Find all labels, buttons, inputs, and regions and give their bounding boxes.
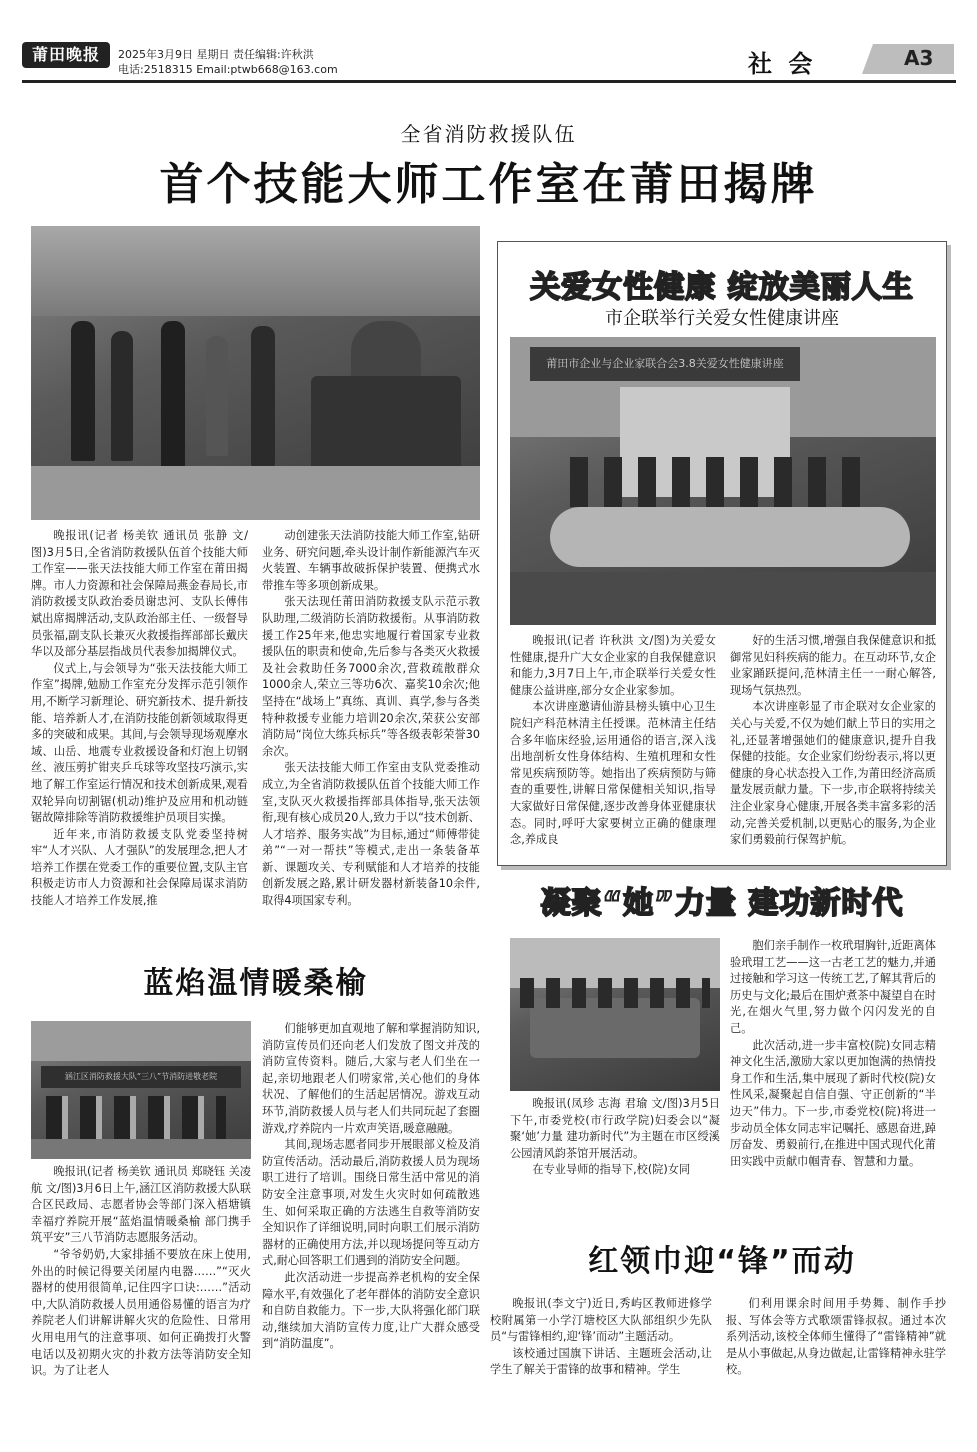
- photo-shape: [251, 326, 275, 466]
- paragraph: 在专业导师的指导下,校(院)女同: [532, 1163, 691, 1177]
- photo-shape: [510, 572, 936, 625]
- paragraph: 该校通过国旗下讲话、主题班会活动,让学生了解关于雷锋的故事和精神。学生: [490, 1346, 712, 1377]
- photo-shape: [161, 321, 185, 471]
- her-power-col-1: [510, 1096, 720, 1179]
- photo-shape: [31, 466, 480, 520]
- event-banner: 涵江区消防救援大队“三八”节消防进敬老院: [41, 1066, 241, 1088]
- paragraph: 仪式上,与会领导为“张天法技能大师工作室”揭牌,勉励工作室充分发挥示范引领作用,不断学习新理论、研究新技术、提升新技能、培养新人才,在消防技能创新领域取得更多的突破和成果。其间,与会领导现场观摩水域、山岳、地震专业救援设备和灯泡上切钢丝、液压剪扩钳夹乒乓球等攻坚技巧演示,实地了解工作室运行情况和技术创新成果,观看双轮异向切割锯(机动)维护及应用和机动链锯故障排除等消防救援维护员项目实操。: [31, 661, 248, 825]
- masthead-contact-line: 电话:2518315 Email:ptwb668@163.com: [118, 63, 338, 76]
- event-banner: 莆田市企业与企业家联合会3.8关爱女性健康讲座: [530, 347, 800, 381]
- photo-shape: [111, 331, 133, 461]
- red-scarf-col-2: [726, 1296, 946, 1379]
- paragraph: 们利用课余时间用手势舞、制作手抄报、写体会等方式歌颂雷锋叔叔。通过本次系列活动,该校全体师生懂得了“雷锋精神”就是从小事做起,从身边做起,让雷锋精神永驻学校。: [726, 1297, 946, 1377]
- page-number: A3: [904, 46, 934, 70]
- photo-shape: [550, 507, 910, 567]
- her-power-col-2: [730, 938, 936, 1170]
- section-name: 社 会: [748, 49, 817, 78]
- paragraph: 本次讲座邀请仙游县榜头镇中心卫生院妇产科范林清主任授课。范林清主任结合多年临床经验,运用通俗的语言,深入浅出地剖析女性身体结构、生殖机理和女性常见疾病预防等。她指出了疾病预防与筛查的重要性,讲解日常保健相关知识,指导大家做好日常保健,逐步改善身体亚健康状态。同时,呼吁大家要树立正确的健康理念,养成良: [510, 700, 716, 847]
- paragraph: 晚报讯(记者 杨美钦 通讯员 张静 文/图)3月5日,全省消防救援队伍首个技能大师工作室——张天法技能大师工作室在莆田揭牌。市人力资源和社会保障局燕金春局长,市消防救援支队政治委员谢忠河、支队长傅伟斌出席揭牌活动,支队政治部主任、一级督导员张福,副支队长兼灭火救援指挥部部长戴庆华以及部分基层指战员代表参加揭牌仪式。: [31, 529, 248, 659]
- blue-flame-col-2: [262, 1021, 480, 1353]
- photo-shape: [520, 978, 710, 1008]
- masthead: [0, 0, 977, 90]
- paragraph: 们能够更加直观地了解和掌握消防知识,消防宣传员们还向老人们发放了图文并茂的消防宣传资料。随后,大家与老人们坐在一起,亲切地跟老人们唠家常,关心他们的身体状况、了解他们的生活起居情况。游戏互动环节,消防救援人员与老人们共同玩起了套圈游戏,疗养院内一片欢声笑语,暖意融融。: [262, 1022, 480, 1135]
- paragraph: 好的生活习惯,增强自我保健意识和抵御常见妇科疾病的能力。在互动环节,女企业家踊跃提问,范林清主任一一耐心解答,现场气氛热烈。: [730, 634, 936, 697]
- women-health-col-1: [510, 633, 716, 849]
- red-scarf-col-1: [490, 1296, 712, 1379]
- masthead-logo: 莆田晚报: [22, 42, 110, 68]
- blue-flame-headline: 蓝焰温情暖桑榆: [143, 966, 368, 1001]
- paragraph: 此次活动,进一步丰富校(院)女同志精神文化生活,激励大家以更加饱满的热情投身工作和生活,集中展现了新时代校(院)女性风采,凝聚起自信自强、守正创新的“半边天”伟力。下一步,市委党校(院)将进一步动员全体女同志牢记嘱托、感恩奋进,踔厉奋发、勇毅前行,在推进中国式现代化莆田实践中贡献巾帼青春、智慧和力量。: [730, 1038, 936, 1168]
- paragraph: 晚报讯(记者 杨美钦 通讯员 郑晓钰 关凌航 文/图)3月6日上午,涵江区消防救援大队联合区民政局、志愿者协会等部门深入梧塘镇幸福疗养院开展“蓝焰温情暖桑榆 部门携手筑平安”三八节消防志愿服务活动。: [31, 1165, 251, 1245]
- photo-shape: [206, 336, 228, 456]
- masthead-date-line: 2025年3月9日 星期日 责任编辑:许秋洪: [118, 48, 314, 61]
- paragraph: 晚报讯(李文宁)近日,秀屿区教师进修学校附属第一小学汀塘校区大队部组织少先队员“与雷锋相约,迎‘锋’而动”主题活动。: [490, 1297, 712, 1344]
- paragraph: 晚报讯(记者 许秋洪 文/图)为关爱女性健康,提升广大女企业家的自我保健意识和能力,3月7日上午,市企联举行关爱女性健康公益讲座,部分女企业家参加。: [510, 634, 716, 697]
- lead-col-1: [31, 528, 248, 910]
- her-power-headline: 凝聚“她”力量 建功新时代: [540, 886, 904, 921]
- women-health-photo: [510, 337, 936, 625]
- lead-photo: [31, 226, 480, 520]
- masthead-rule: [22, 80, 956, 83]
- red-scarf-headline: 红领巾迎“锋”而动: [588, 1244, 856, 1279]
- paragraph: 胞们亲手制作一枚玳瑁胸针,近距离体验玳瑁工艺——这一古老工艺的魅力,并通过接触和学习这一传统工艺,了解其背后的历史与文化;最后在围炉煮茶中凝望自在时光,在烟火气里,努力做个闪闪发光的自己。: [730, 939, 936, 1035]
- lead-headline: 首个技能大师工作室在莆田揭牌: [159, 159, 818, 210]
- photo-shape: [31, 1139, 251, 1159]
- paragraph: 此次活动进一步提高养老机构的安全保障水平,有效强化了老年群体的消防安全意识和自防自救能力。下一步,大队将强化部门联动,继续加大消防宣传力度,让广大群众感受到“消防温度”。: [262, 1270, 480, 1351]
- paragraph: 张天法现任莆田消防救援支队示范示教队助理,二级消防长消防救援衔。从事消防救援工作25年来,他忠实地履行着国家专业救援队伍的职责和使命,先后参与各类灭火救援及社会救助任务7000余次,营救疏散群众1000余人,荣立三等功6次、嘉奖10余次;他坚持在“战场上”真练、真训、真学,参与各类特种救援专业能力培训20余次,荣获公安部消防局“岗位大练兵标兵”等各级表彰荣誉30余次。: [262, 595, 480, 758]
- paragraph: 本次讲座彰显了市企联对女企业家的关心与关爱,不仅为她们献上节日的实用之礼,还显著增强她们的健康意识,提升自我保健的技能。女企业家们纷纷表示,将以更健康的身心状态投入工作,为莆田经济高质量发展贡献力量。下一步,市企联将持续关注企业家身心健康,开展各类丰富多彩的活动,完善关爱机制,以更贴心的服务,为企业家们勇毅前行保驾护航。: [730, 700, 936, 847]
- paragraph: 张天法技能大师工作室由支队党委推动成立,为全省消防救援队伍首个技能大师工作室,支队灭火救援指挥部具体指导,张天法领衔,现有核心成员20人,致力于以“技术创新、人才培养、服务实战”为目标,通过“师傅带徒弟”“一对一帮扶”等模式,走出一条装备革新、课题攻关、专利赋能和人才培养的技能创新发展之路,累计研发器材新装备10余件,取得4项国家专利。: [262, 761, 480, 908]
- women-health-headline: 关爱女性健康 绽放美丽人生: [530, 270, 914, 305]
- women-health-col-2: [730, 633, 936, 849]
- blue-flame-photo: [31, 1021, 251, 1159]
- photo-shape: [31, 226, 480, 316]
- her-power-photo: [510, 938, 720, 1091]
- photo-shape: [570, 457, 870, 507]
- lead-kicker: 全省消防救援队伍: [400, 122, 577, 146]
- blue-flame-col-1: [31, 1164, 251, 1380]
- paragraph: “爷爷奶奶,大家排插不要放在床上使用,外出的时候记得要关闭屋内电器……”“灭火器材的使用很简单,记住四字口诀:……”活动中,大队消防救援人员用通俗易懂的语言为疗养院老人们讲解讲解火灾的危险性、日常用火用电用气的注意事项、如何正确拨打火警电话以及初期火灾的扑救方法等消防安全知识。为了让老人: [31, 1247, 251, 1378]
- lead-col-2: [262, 528, 480, 910]
- women-health-subhead: 市企联举行关爱女性健康讲座: [605, 308, 839, 329]
- photo-shape: [31, 1021, 251, 1061]
- paragraph: 晚报讯(凤珍 志海 君瑜 文/图)3月5日下午,市委党校(市行政学院)妇委会以“凝聚‘她’力量 建功新时代”为主题在市区绶溪公园清风韵茶馆开展活动。: [510, 1097, 720, 1160]
- paragraph: 动创建张天法消防技能大师工作室,钻研业务、研究问题,牵头设计制作新能源汽车灭火装置、车辆事故破拆保护装置、便携式水带推车等多项创新成果。: [262, 529, 480, 592]
- paragraph: 其间,现场志愿者同步开展眼部义检及消防宣传活动。活动最后,消防救援人员为现场职工进行了培训。围绕日常生活中常见的消防安全注意事项,对发生火灾时如何疏散逃生、如何采取正确的方法逃生自救等消防安全知识作了详细说明,同时向职工们展示消防器材的正确使用方法,并以现场提问等互动方式,耐心回答职工们遇到的消防安全问题。: [262, 1138, 480, 1268]
- paragraph: 近年来,市消防救援支队党委坚持树牢“人才兴队、人才强队”的发展理念,把人才培养工作摆在党委工作的重要位置,支队主官积极走访市人力资源和社会保障局谋求消防技能人才培养工作发展,推: [31, 827, 248, 908]
- photo-shape: [71, 321, 95, 461]
